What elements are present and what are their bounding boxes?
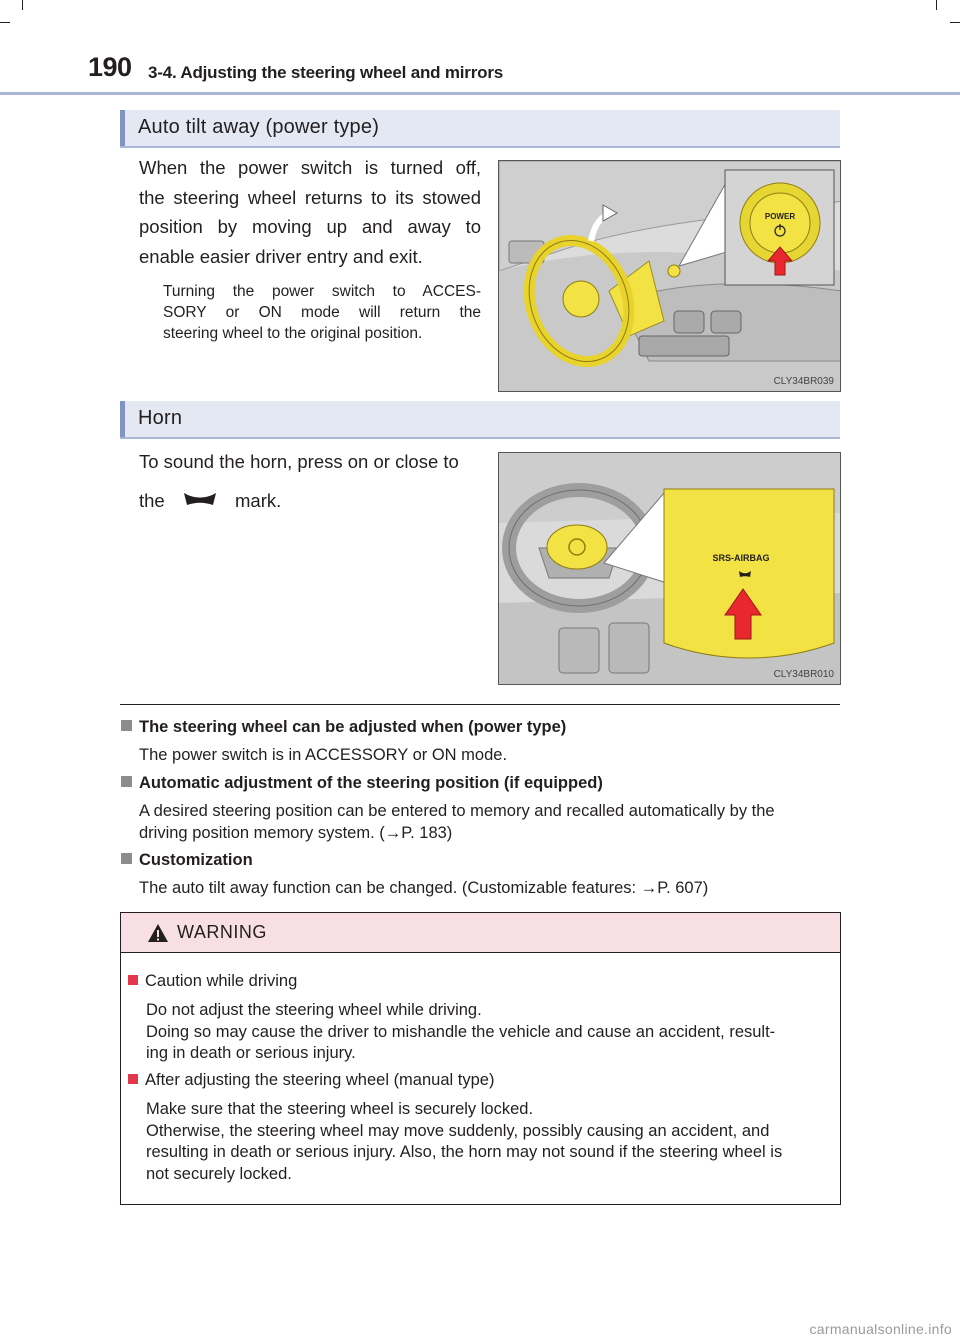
bullet-square-icon (128, 975, 138, 985)
info-heading (121, 774, 603, 793)
figure-code: CLY34BR010 (773, 669, 834, 680)
text-line: To sound the horn, press on or close to (139, 451, 459, 472)
airbag-label: SRS-AIRBAG (712, 553, 770, 563)
warning-line: resulting in death or serious injury. Also, the horn may not sound if the steering wheel is (146, 1143, 783, 1161)
warning-title: WARNING (177, 922, 267, 942)
section-title: Auto tilt away (power type) (138, 116, 380, 138)
warning-item-body (146, 1099, 831, 1185)
warning-line: Do not adjust the steering wheel while driving. (146, 1001, 482, 1019)
warning-line: ing in death or serious injury. (146, 1044, 356, 1062)
section-title: Horn (138, 407, 183, 429)
info-heading (121, 718, 566, 737)
warning-header (121, 913, 840, 953)
warning-line: Make sure that the steering wheel is securely locked. (146, 1100, 534, 1118)
section-accent (120, 110, 125, 146)
info-line: The auto tilt away function can be changed. (Customizable features: →P. 607) (139, 879, 709, 897)
note-line: steering wheel to the original position. (163, 325, 423, 342)
text-fragment: the (139, 489, 165, 511)
warning-heading-text: After adjusting the steering wheel (manual type) (145, 1071, 495, 1089)
watermark: carmanualsonline.info (809, 1321, 952, 1337)
section-divider (120, 704, 840, 705)
warning-triangle-icon (147, 923, 169, 943)
auto-tilt-note (163, 281, 481, 344)
figure-power-switch (498, 160, 841, 392)
bullet-square-icon (121, 720, 132, 731)
info-body (139, 877, 708, 899)
section-header-auto-tilt (120, 110, 840, 148)
warning-item-heading (128, 1071, 494, 1090)
warning-line: Doing so may cause the driver to mishandle the vehicle and cause an accident, result- (146, 1022, 776, 1041)
warning-item-body (146, 1000, 831, 1065)
figure-horn (498, 452, 841, 685)
crop-mark (950, 22, 960, 23)
info-heading-text: The steering wheel can be adjusted when (power type) (139, 718, 567, 736)
crop-mark (0, 22, 10, 23)
info-body (139, 800, 839, 844)
warning-item-heading (128, 972, 297, 991)
info-line: A desired steering position can be entered to memory and recalled automatically by the (139, 802, 775, 820)
warning-heading-text: Caution while driving (145, 972, 298, 990)
section-header-horn (120, 401, 840, 439)
text-line: When the power switch is turned off, (139, 157, 481, 178)
text-line: the steering wheel returns to its stowed (139, 186, 481, 208)
info-body (139, 744, 507, 766)
header-rule (0, 92, 960, 95)
figure-code: CLY34BR039 (773, 376, 834, 387)
power-button-label: POWER (764, 212, 796, 221)
info-heading-text: Automatic adjustment of the steering position (if equipped) (139, 774, 603, 792)
info-line: driving position memory system. (→P. 183) (139, 824, 453, 842)
info-heading (121, 851, 253, 870)
note-line: SORY or ON mode will return the (163, 304, 481, 321)
text-fragment: mark. (235, 489, 282, 511)
note-line: Turning the power switch to ACCES- (163, 283, 481, 300)
info-line: The power switch is in ACCESSORY or ON mode. (139, 746, 508, 764)
text-line: enable easier driver entry and exit. (139, 245, 423, 267)
bullet-square-icon (121, 776, 132, 787)
page-number: 190 (88, 52, 132, 82)
auto-tilt-paragraph (139, 153, 481, 271)
text-line: position by moving up and away to (139, 216, 481, 237)
info-heading-text: Customization (139, 851, 253, 869)
crop-mark (936, 0, 937, 10)
horn-mark-line (139, 486, 481, 517)
horn-paragraph (139, 447, 481, 516)
dashboard-illustration (499, 161, 841, 392)
crop-mark (22, 0, 23, 10)
section-accent (120, 401, 125, 437)
bullet-square-icon (121, 853, 132, 864)
warning-line: Otherwise, the steering wheel may move suddenly, possibly causing an accident, and (146, 1121, 770, 1140)
horn-mark-icon (170, 487, 230, 517)
chapter-title: 3-4. Adjusting the steering wheel and mirrors (148, 63, 503, 82)
warning-line: not securely locked. (146, 1164, 292, 1183)
bullet-square-icon (128, 1074, 138, 1084)
warning-box (120, 912, 841, 1205)
steering-wheel-illustration (499, 453, 841, 685)
